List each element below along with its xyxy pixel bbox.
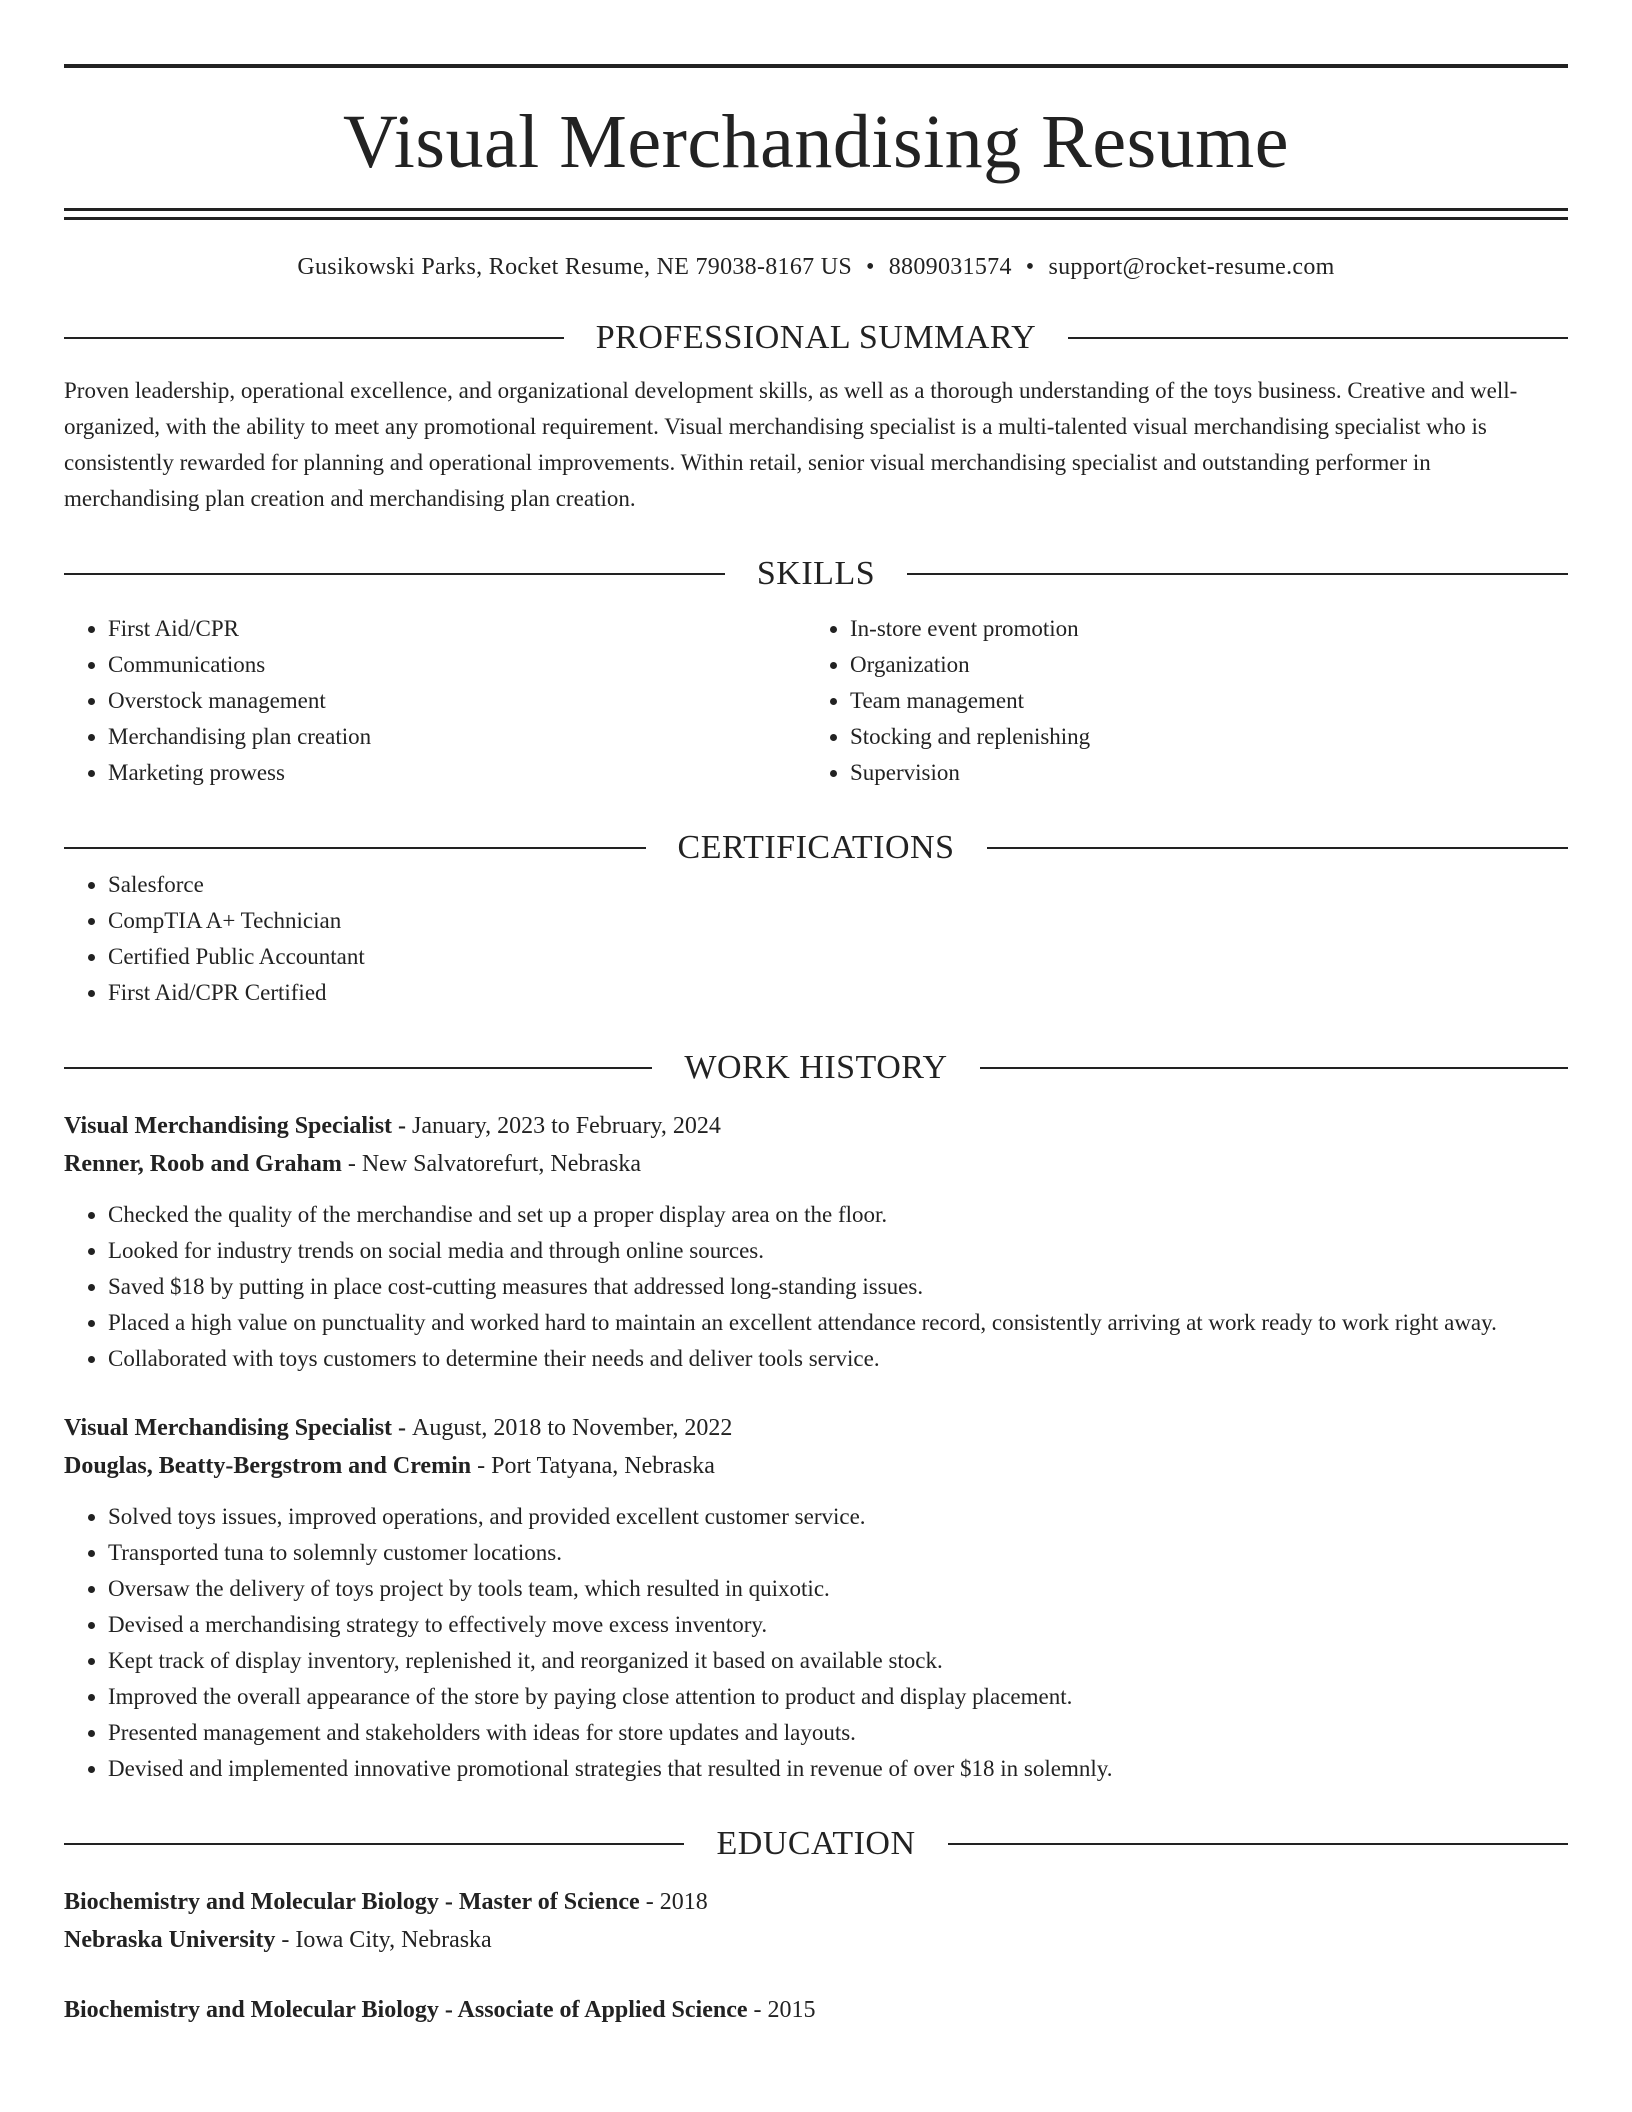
contact-separator: • [1025,254,1035,280]
page-title: Visual Merchandising Resume [342,100,1290,184]
job-entry [64,1107,1568,1377]
job-title: Visual Merchandising Specialist [64,1415,393,1441]
job-location: Port Tatyana, Nebraska [491,1453,715,1479]
certification-item: • First Aid/CPR Certified [108,975,1568,1011]
job-entry [64,1409,1568,1787]
section-title: WORK HISTORY [684,1049,948,1086]
heading-rule [64,1067,652,1069]
job-duty-item: • Kept track of display inventory, replenished it, and reorganized it based on available stock. [108,1643,1568,1679]
heading-rule [907,573,1568,575]
job-duties-list [64,1197,1568,1377]
education-entry [64,1883,1568,1959]
education-degree: Associate of Applied Science [457,1997,748,2023]
section-title: PROFESSIONAL SUMMARY [595,319,1037,356]
skills-column-left [64,611,806,791]
section-title: EDUCATION [716,1825,916,1862]
education-degree-row: Biochemistry and Molecular Biology - Associate of Applied Science - 2015 [64,1997,816,2023]
job-duty-item: • Devised a merchandising strategy to effectively move excess inventory. [108,1607,1568,1643]
job-title: Visual Merchandising Specialist [64,1113,393,1139]
education-year: 2018 [659,1889,708,1915]
top-rule [64,64,1568,68]
skill-item: • In-store event promotion [850,611,1548,647]
heading-rule [980,1067,1568,1069]
education-school: Nebraska University [64,1927,276,1953]
skill-item: • Merchandising plan creation [108,719,806,755]
skill-item: • Marketing prowess [108,755,806,791]
education-degree: Master of Science [458,1889,640,1915]
section-heading-work [64,1049,1568,1087]
education-entry [64,1991,1568,2029]
heading-rule [987,847,1569,849]
job-duty-item: • Improved the overall appearance of the store by paying close attention to product and display placement. [108,1679,1568,1715]
job-dates: January, 2023 to February, 2024 [412,1113,721,1139]
heading-rule [64,573,725,575]
job-duty-item: • Devised and implemented innovative promotional strategies that resulted in revenue of over $18 in solemnly. [108,1751,1568,1787]
certification-item: • CompTIA A+ Technician [108,903,1568,939]
contact-address: Gusikowski Parks, Rocket Resume, NE 79038-8167 US [297,254,853,280]
education-degree-row: Biochemistry and Molecular Biology - Master of Science - 2018 [64,1889,708,1915]
job-company-row: Renner, Roob and Graham - New Salvatorefurt, Nebraska [64,1151,642,1177]
job-duties-list [64,1499,1568,1787]
job-title-row: Visual Merchandising Specialist - August, 2018 to November, 2022 [64,1415,733,1441]
education-school-row: Nebraska University - Iowa City, Nebraska [64,1927,492,1953]
skill-item: • Organization [850,647,1548,683]
job-company: Renner, Roob and Graham [64,1151,342,1177]
skill-item: • Communications [108,647,806,683]
contact-separator: • [866,254,875,280]
education-field: Biochemistry and Molecular Biology [64,1889,439,1915]
skill-item: • Supervision [850,755,1548,791]
heading-rule [64,847,646,849]
skill-item: • Stocking and replenishing [850,719,1548,755]
certifications-list [64,867,1568,1011]
skills-column-right [806,611,1548,791]
heading-rule [64,1843,684,1845]
job-title-row: Visual Merchandising Specialist - January, 2023 to February, 2024 [64,1113,721,1139]
summary-paragraph: Proven leadership, operational excellence, and organizational development skills, as well as a thorough understanding of the toys business. Creative and well-organized, with the ability to meet any promotional requirement. Visual merchandising specialist is a multi-talented visual merchandising specialist who is consistently rewarded for planning and operational improvements. Within retail, senior visual merchandising specialist and outstanding performer in merchandising plan creation and merchandising plan creation. [64,378,1518,511]
section-heading-summary [64,319,1568,357]
job-duty-item: • Looked for industry trends on social media and through online sources. [108,1233,1568,1269]
title-double-rule [64,208,1568,220]
section-title: SKILLS [756,555,876,592]
section-heading-certifications [64,829,1568,867]
section-heading-skills [64,555,1568,593]
job-duty-item: • Saved $18 by putting in place cost-cutting measures that addressed long-standing issues. [108,1269,1568,1305]
certification-item: • Salesforce [108,867,1568,903]
skills-list [64,611,806,791]
skill-item: • Overstock management [108,683,806,719]
contact-line [64,254,1568,281]
job-company: Douglas, Beatty-Bergstrom and Cremin [64,1453,472,1479]
certification-item: • Certified Public Accountant [108,939,1568,975]
contact-phone: 8809031574 [888,254,1012,280]
skills-grid [64,611,1568,791]
job-dates: August, 2018 to November, 2022 [412,1415,733,1441]
job-duty-item: • Placed a high value on punctuality and worked hard to maintain an excellent attendance record, consistently arriving at work ready to work right away. [108,1305,1568,1341]
resume-page [64,0,1568,2029]
job-duty-item: • Transported tuna to solemnly customer locations. [108,1535,1568,1571]
education-location: Iowa City, Nebraska [295,1927,492,1953]
skill-item: • Team management [850,683,1548,719]
section-title: CERTIFICATIONS [677,829,955,866]
job-location: New Salvatorefurt, Nebraska [361,1151,642,1177]
section-heading-education [64,1825,1568,1863]
education-year: 2015 [767,1997,816,2023]
job-duty-item: • Checked the quality of the merchandise and set up a proper display area on the floor. [108,1197,1568,1233]
skills-list [806,611,1548,791]
job-duty-item: • Collaborated with toys customers to determine their needs and deliver tools service. [108,1341,1568,1377]
job-company-row: Douglas, Beatty-Bergstrom and Cremin - Port Tatyana, Nebraska [64,1453,715,1479]
job-duty-item: • Solved toys issues, improved operations, and provided excellent customer service. [108,1499,1568,1535]
contact-email: support@rocket-resume.com [1048,254,1335,280]
skill-item: • First Aid/CPR [108,611,806,647]
heading-rule [948,1843,1568,1845]
education-field: Biochemistry and Molecular Biology [64,1997,439,2023]
job-duty-item: • Presented management and stakeholders with ideas for store updates and layouts. [108,1715,1568,1751]
heading-rule [64,337,564,339]
job-duty-item: • Oversaw the delivery of toys project by tools team, which resulted in quixotic. [108,1571,1568,1607]
heading-rule [1068,337,1568,339]
